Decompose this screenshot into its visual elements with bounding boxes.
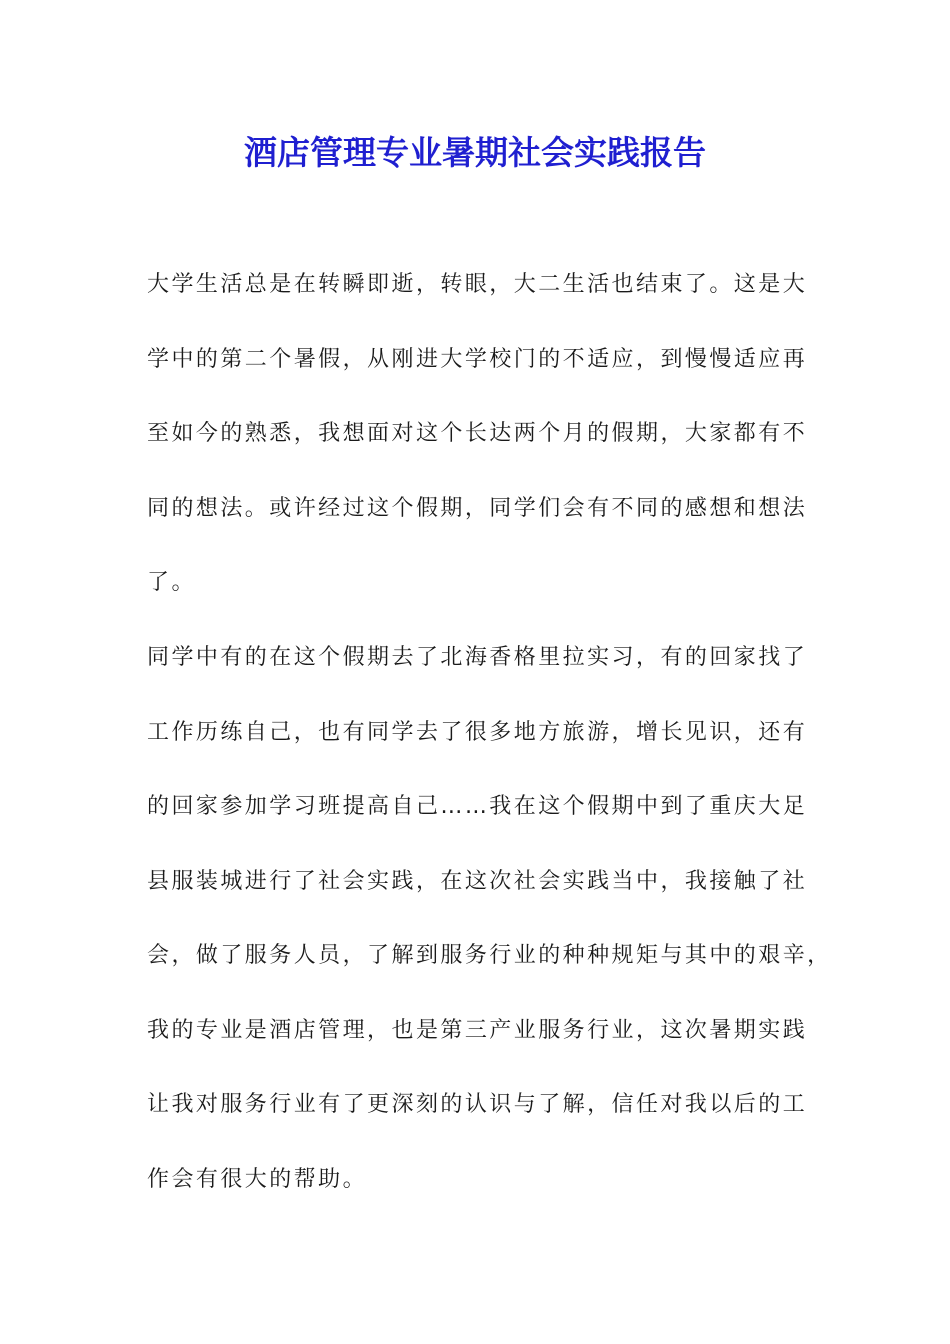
- paragraph-line: 作会有很大的帮助。: [147, 1167, 368, 1192]
- document-title: 酒店管理专业暑期社会实践报告: [244, 133, 706, 172]
- paragraph-line: 我的专业是酒店管理，也是第三产业服务行业，这次暑期实践: [147, 1018, 808, 1043]
- paragraph-line: 同的想法。或许经过这个假期，同学们会有不同的感想和想法: [147, 496, 808, 521]
- paragraph-line: 县服装城进行了社会实践，在这次社会实践当中，我接触了社: [147, 869, 808, 894]
- paragraph-line: 大学生活总是在转瞬即逝，转眼，大二生活也结束了。这是大: [147, 272, 808, 297]
- paragraph-line: 至如今的熟悉，我想面对这个长达两个月的假期，大家都有不: [147, 421, 808, 446]
- paragraph-line: 的回家参加学习班提高自己……我在这个假期中到了重庆大足: [147, 794, 808, 819]
- paragraph-line: 学中的第二个暑假，从刚进大学校门的不适应，到慢慢适应再: [147, 347, 808, 372]
- paragraph-line: 会，做了服务人员，了解到服务行业的种种规矩与其中的艰辛，: [147, 943, 832, 968]
- paragraph-line: 工作历练自己，也有同学去了很多地方旅游，增长见识，还有: [147, 720, 808, 745]
- paragraph-line: 了。: [147, 570, 196, 595]
- paragraph-line: 同学中有的在这个假期去了北海香格里拉实习，有的回家找了: [147, 645, 808, 670]
- paragraph-line: 让我对服务行业有了更深刻的认识与了解，信任对我以后的工: [147, 1092, 808, 1117]
